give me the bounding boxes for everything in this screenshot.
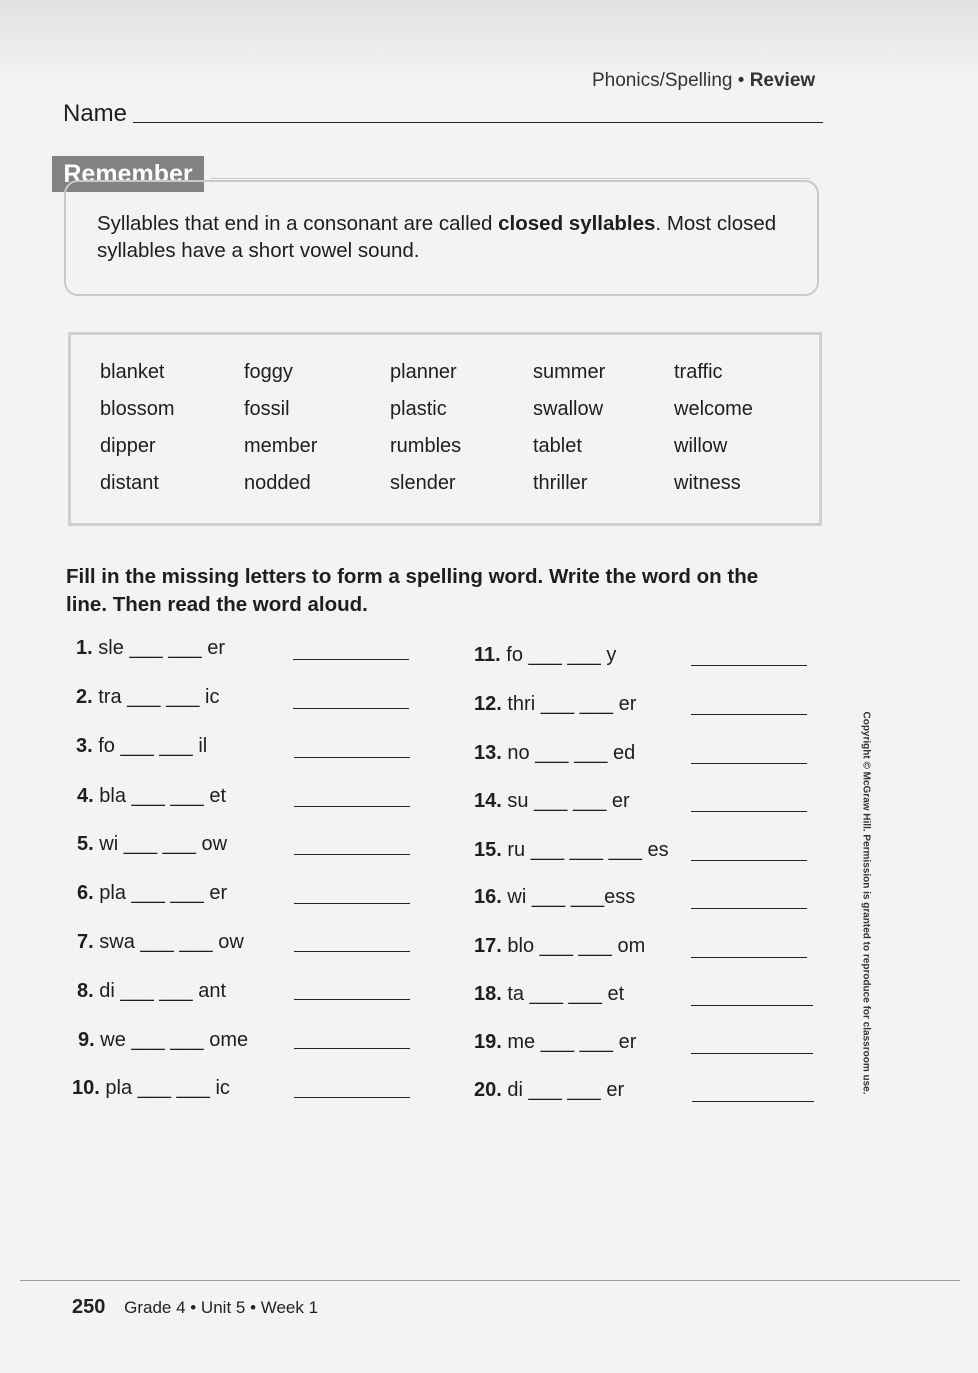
answer-line[interactable] bbox=[691, 860, 807, 861]
answer-line[interactable] bbox=[691, 1005, 813, 1006]
item-prompt: thri ___ ___ er bbox=[507, 693, 637, 715]
word-bank-word: rumbles bbox=[390, 435, 462, 457]
exercise-item bbox=[76, 686, 219, 709]
item-number: 8. bbox=[77, 980, 94, 1002]
exercise-item bbox=[474, 839, 669, 862]
item-prompt: pla ___ ___ er bbox=[99, 882, 228, 904]
answer-line[interactable] bbox=[294, 951, 410, 952]
exercise-item bbox=[474, 790, 630, 813]
item-prompt: di ___ ___ er bbox=[507, 1079, 625, 1101]
exercise-item bbox=[76, 637, 225, 660]
item-number: 18. bbox=[474, 983, 502, 1005]
remember-text-end: . Most closed syllables have a short vowel sound. bbox=[97, 212, 777, 262]
answer-line[interactable] bbox=[293, 708, 409, 709]
word-bank-word: member bbox=[244, 435, 318, 457]
page-footer bbox=[72, 1296, 318, 1319]
item-prompt: fo ___ ___ il bbox=[98, 735, 208, 757]
answer-line[interactable] bbox=[691, 957, 807, 958]
item-number: 2. bbox=[76, 686, 93, 708]
item-prompt: no ___ ___ ed bbox=[507, 742, 636, 764]
remember-text-term: closed syllables bbox=[498, 212, 656, 235]
word-bank-word: blanket bbox=[100, 361, 165, 383]
exercise-item bbox=[77, 882, 227, 905]
exercise-item bbox=[474, 693, 636, 716]
word-bank-word: planner bbox=[390, 361, 457, 383]
item-number: 5. bbox=[77, 833, 94, 855]
item-prompt: me ___ ___ er bbox=[507, 1031, 637, 1053]
word-bank-word: thriller bbox=[533, 472, 588, 494]
exercise-item bbox=[474, 886, 635, 909]
item-number: 13. bbox=[474, 742, 502, 764]
name-write-line[interactable] bbox=[133, 122, 823, 123]
section-title: Phonics/Spelling bbox=[592, 70, 733, 91]
item-number: 11. bbox=[474, 644, 501, 666]
answer-line[interactable] bbox=[294, 854, 410, 855]
exercise-item bbox=[78, 1029, 248, 1052]
exercise-item bbox=[72, 1077, 230, 1100]
item-number: 3. bbox=[76, 735, 93, 757]
answer-line[interactable] bbox=[691, 811, 807, 812]
item-number: 10. bbox=[72, 1077, 100, 1099]
exercise-item bbox=[77, 931, 244, 954]
page-number: 250 bbox=[72, 1296, 106, 1318]
name-label: Name bbox=[63, 100, 128, 127]
answer-line[interactable] bbox=[293, 659, 409, 660]
word-bank-word: traffic bbox=[674, 361, 723, 383]
answer-line[interactable] bbox=[294, 999, 410, 1000]
answer-line[interactable] bbox=[691, 714, 807, 715]
remember-divider bbox=[210, 178, 810, 179]
item-number: 15. bbox=[474, 839, 502, 861]
item-number: 17. bbox=[474, 935, 502, 957]
item-number: 20. bbox=[474, 1079, 502, 1101]
word-bank-word: swallow bbox=[533, 398, 604, 420]
exercise-item bbox=[77, 833, 227, 856]
word-bank-word: plastic bbox=[390, 398, 447, 420]
item-prompt: blo ___ ___ om bbox=[507, 935, 646, 957]
remember-title: Remember bbox=[52, 156, 204, 192]
item-number: 12. bbox=[474, 693, 502, 715]
answer-line[interactable] bbox=[691, 908, 807, 909]
item-prompt: ru ___ ___ ___ es bbox=[507, 839, 669, 861]
item-prompt: bla ___ ___ et bbox=[99, 785, 227, 807]
word-bank-word: welcome bbox=[674, 398, 753, 420]
answer-line[interactable] bbox=[294, 1048, 410, 1049]
exercise-item bbox=[474, 1031, 636, 1054]
item-number: 14. bbox=[474, 790, 502, 812]
word-bank-word: dipper bbox=[100, 435, 156, 457]
item-prompt: sle ___ ___ er bbox=[98, 637, 226, 659]
answer-line[interactable] bbox=[294, 903, 410, 904]
item-prompt: swa ___ ___ ow bbox=[99, 931, 244, 953]
section-header bbox=[592, 70, 815, 92]
section-subtitle: Review bbox=[749, 70, 816, 91]
copyright-notice: Copyright © McGraw Hill. Permission is granted to reproduce for classroom use. bbox=[860, 711, 872, 1095]
item-number: 16. bbox=[474, 886, 502, 908]
word-bank-word: witness bbox=[674, 472, 741, 494]
footer-divider bbox=[20, 1280, 960, 1281]
item-prompt: di ___ ___ ant bbox=[99, 980, 227, 1002]
answer-line[interactable] bbox=[692, 1101, 814, 1102]
exercise-item bbox=[77, 785, 226, 808]
exercise-item bbox=[474, 1079, 624, 1102]
answer-line[interactable] bbox=[691, 763, 807, 764]
word-bank-word: tablet bbox=[533, 435, 582, 457]
item-prompt: ta ___ ___ et bbox=[507, 983, 625, 1005]
page-top-shading bbox=[0, 0, 978, 75]
word-bank-word: nodded bbox=[244, 472, 311, 494]
item-number: 9. bbox=[78, 1029, 95, 1051]
item-number: 7. bbox=[77, 931, 94, 953]
item-prompt: wi ___ ___ ow bbox=[99, 833, 228, 855]
answer-line[interactable] bbox=[691, 665, 807, 666]
item-prompt: pla ___ ___ ic bbox=[105, 1077, 230, 1099]
item-number: 19. bbox=[474, 1031, 502, 1053]
exercise-item bbox=[474, 644, 616, 667]
header-separator: • bbox=[737, 70, 745, 91]
word-bank-word: fossil bbox=[244, 398, 290, 420]
item-number: 1. bbox=[76, 637, 93, 659]
word-bank-column bbox=[674, 358, 753, 506]
word-bank-word: foggy bbox=[244, 361, 293, 383]
remember-text-start: Syllables that end in a consonant are called bbox=[97, 212, 499, 235]
item-prompt: fo ___ ___ y bbox=[506, 644, 617, 666]
word-bank-word: distant bbox=[100, 472, 159, 494]
word-bank-word: slender bbox=[390, 472, 456, 494]
answer-line[interactable] bbox=[294, 1097, 410, 1098]
answer-line[interactable] bbox=[294, 757, 410, 758]
word-bank-column bbox=[390, 358, 461, 506]
exercise-item bbox=[474, 983, 624, 1006]
instructions: Fill in the missing letters to form a spelling word. Write the word on the line. Then read the word aloud. bbox=[66, 565, 759, 616]
item-number: 4. bbox=[77, 785, 94, 807]
exercise-item bbox=[76, 735, 207, 758]
item-prompt: we ___ ___ ome bbox=[100, 1029, 249, 1051]
word-bank-column bbox=[100, 358, 174, 506]
exercise-item bbox=[77, 980, 226, 1003]
word-bank-column bbox=[533, 358, 605, 506]
word-bank-word: summer bbox=[533, 361, 606, 383]
word-bank-column bbox=[244, 358, 317, 506]
word-bank-word: blossom bbox=[100, 398, 175, 420]
remember-text bbox=[97, 210, 777, 264]
item-prompt: wi ___ ___ess bbox=[507, 886, 636, 908]
exercise-item bbox=[474, 742, 635, 765]
item-prompt: tra ___ ___ ic bbox=[98, 686, 220, 708]
answer-line[interactable] bbox=[294, 806, 410, 807]
footer-label: Grade 4 • Unit 5 • Week 1 bbox=[124, 1298, 319, 1317]
exercise-item bbox=[474, 935, 645, 958]
item-number: 6. bbox=[77, 882, 94, 904]
word-bank-word: willow bbox=[674, 435, 728, 457]
item-prompt: su ___ ___ er bbox=[507, 790, 630, 812]
answer-line[interactable] bbox=[691, 1053, 813, 1054]
